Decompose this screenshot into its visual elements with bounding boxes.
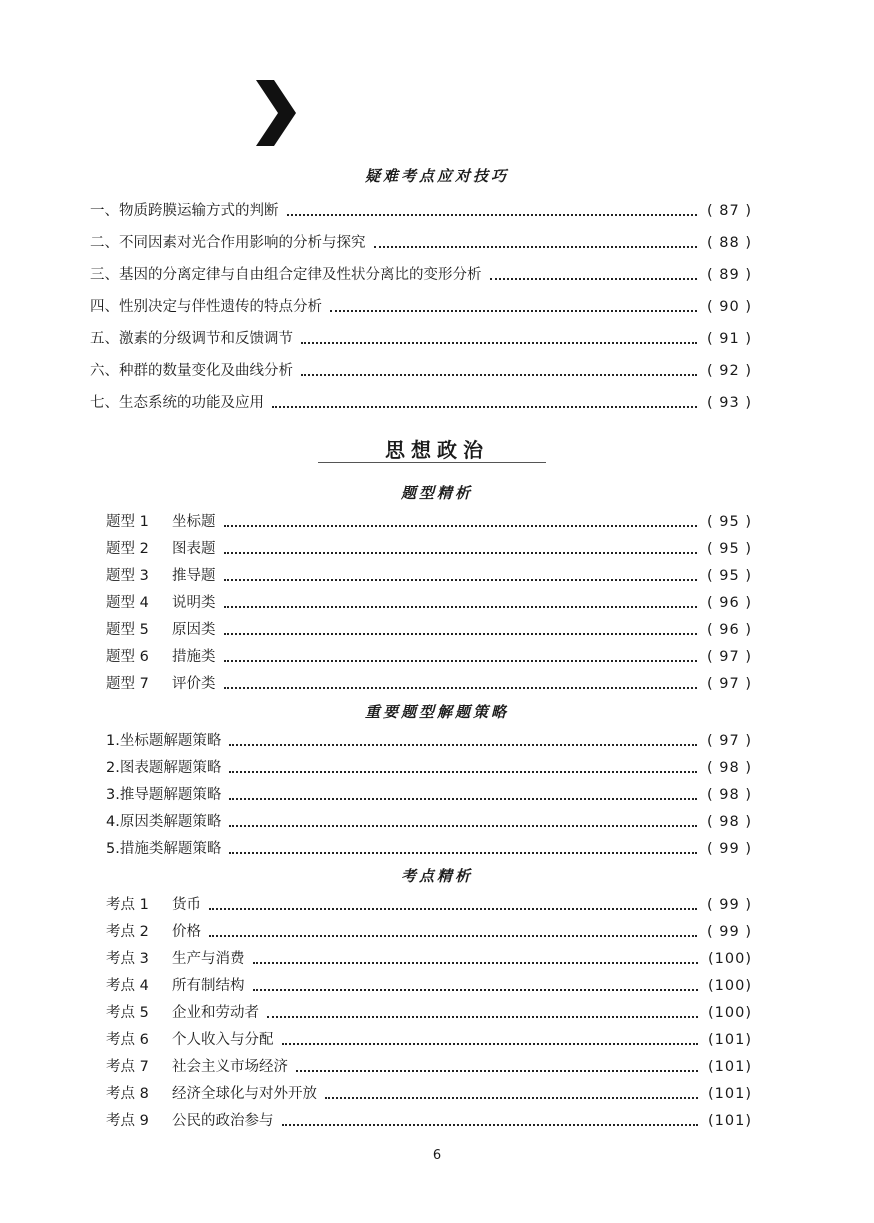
toc-entry-number: 题型 6 (106, 649, 149, 665)
toc-entry-title: 说明类 (172, 595, 216, 611)
toc-entry-page: ( 99 ) (707, 897, 752, 913)
toc-entry-number: 考点 1 (106, 897, 149, 913)
dot-leader (224, 552, 698, 554)
toc-entry-title: 二、不同因素对光合作用影响的分析与探究 (90, 235, 366, 251)
toc-entry[interactable] (106, 539, 752, 559)
toc-entry-number: 考点 6 (106, 1032, 149, 1048)
toc-entry-number: 考点 7 (106, 1059, 149, 1075)
toc-entry-page: ( 93 ) (707, 395, 752, 411)
dot-leader (229, 771, 697, 773)
toc-entry-label-group (106, 539, 216, 559)
toc-entry-page: ( 92 ) (707, 363, 752, 379)
toc-entry-title: 经济全球化与对外开放 (172, 1086, 317, 1102)
subject-underline (318, 462, 546, 463)
toc-entry[interactable] (106, 674, 752, 694)
toc-entry-number: 题型 1 (106, 514, 149, 530)
toc-entry[interactable] (106, 976, 752, 996)
toc-entry[interactable] (90, 393, 752, 413)
toc-entry[interactable] (106, 647, 752, 667)
toc-entry-page: ( 95 ) (707, 568, 752, 584)
toc-entry[interactable] (90, 201, 752, 221)
toc-entry[interactable] (106, 1084, 752, 1104)
dot-leader (224, 660, 698, 662)
toc-entry-title: 公民的政治参与 (172, 1113, 274, 1129)
section-heading-question-types: 题型精析 (400, 484, 473, 502)
toc-entry-title: 货币 (172, 897, 201, 913)
toc-entry-page: ( 96 ) (707, 595, 752, 611)
toc-entry-page: ( 95 ) (707, 514, 752, 530)
toc-entry[interactable] (106, 758, 752, 778)
section-heading-difficult-points: 疑难考点应对技巧 (364, 167, 509, 185)
toc-entry[interactable] (90, 297, 752, 317)
toc-entry-page: ( 97 ) (707, 733, 752, 749)
toc-entry-number: 考点 4 (106, 978, 149, 994)
toc-entry-title: 推导题 (172, 568, 216, 584)
chevron-right-icon (252, 80, 298, 146)
toc-entry-title: 评价类 (172, 676, 216, 692)
toc-entry[interactable] (90, 233, 752, 253)
toc-entry[interactable] (106, 839, 752, 859)
toc-entry-title: 企业和劳动者 (172, 1005, 259, 1021)
dot-leader (267, 1016, 698, 1018)
toc-entry-page: ( 98 ) (707, 760, 752, 776)
toc-entry-page: ( 98 ) (707, 814, 752, 830)
dot-leader (229, 744, 697, 746)
toc-entry-number: 考点 9 (106, 1113, 149, 1129)
dot-leader (253, 989, 699, 991)
toc-entry-label-group (106, 976, 245, 996)
dot-leader (224, 579, 698, 581)
toc-entry[interactable] (90, 361, 752, 381)
toc-entry-title: 2.图表题解题策略 (106, 760, 222, 776)
toc-entry-number: 考点 2 (106, 924, 149, 940)
toc-entry[interactable] (106, 1111, 752, 1131)
toc-entry-page: (100) (708, 978, 752, 994)
dot-leader (301, 374, 697, 376)
toc-entry-label-group (106, 512, 216, 532)
toc-entry-page: (100) (708, 1005, 752, 1021)
toc-entry-label-group (106, 1057, 288, 1077)
dot-leader (229, 798, 697, 800)
toc-entry[interactable] (90, 265, 752, 285)
toc-entry-page: ( 95 ) (707, 541, 752, 557)
dot-leader (287, 214, 698, 216)
toc-entry-page: ( 90 ) (707, 299, 752, 315)
toc-entry-title: 4.原因类解题策略 (106, 814, 222, 830)
section-heading-key-points: 考点精析 (400, 867, 473, 885)
dot-leader (325, 1097, 698, 1099)
dot-leader (224, 525, 698, 527)
toc-entry-title: 三、基因的分离定律与自由组合定律及性状分离比的变形分析 (90, 267, 482, 283)
toc-entry-page: (101) (708, 1113, 752, 1129)
toc-entry-title: 四、性别决定与伴性遗传的特点分析 (90, 299, 322, 315)
toc-entry-label-group (106, 647, 216, 667)
toc-entry-page: ( 91 ) (707, 331, 752, 347)
toc-entry[interactable] (106, 566, 752, 586)
toc-entry-title: 社会主义市场经济 (172, 1059, 288, 1075)
toc-entry-label-group (106, 674, 216, 694)
toc-entry-title: 原因类 (172, 622, 216, 638)
toc-entry-page: ( 96 ) (707, 622, 752, 638)
toc-entry-number: 题型 5 (106, 622, 149, 638)
dot-leader (301, 342, 697, 344)
toc-entry-number: 考点 5 (106, 1005, 149, 1021)
toc-entry-title: 五、激素的分级调节和反馈调节 (90, 331, 293, 347)
toc-entry-label-group (106, 949, 245, 969)
dot-leader (224, 606, 698, 608)
toc-entry-title: 3.推导题解题策略 (106, 787, 222, 803)
toc-entry[interactable] (106, 1057, 752, 1077)
toc-entry-number: 考点 3 (106, 951, 149, 967)
dot-leader (229, 825, 697, 827)
toc-entry-label-group (106, 593, 216, 613)
dot-leader (272, 406, 697, 408)
toc-entry-number: 题型 7 (106, 676, 149, 692)
dot-leader (330, 310, 697, 312)
toc-entry-number: 题型 4 (106, 595, 149, 611)
toc-entry[interactable] (106, 620, 752, 640)
toc-entry-label-group (106, 1084, 317, 1104)
dot-leader (282, 1043, 699, 1045)
toc-entry[interactable] (106, 922, 752, 942)
toc-entry-page: ( 99 ) (707, 841, 752, 857)
toc-entry-label-group (106, 620, 216, 640)
toc-entry-label-group (106, 1030, 274, 1050)
dot-leader (296, 1070, 698, 1072)
toc-entry-title: 措施类 (172, 649, 216, 665)
toc-entry-number: 考点 8 (106, 1086, 149, 1102)
toc-entry-page: ( 97 ) (707, 649, 752, 665)
toc-entry[interactable] (90, 329, 752, 349)
dot-leader (209, 935, 697, 937)
toc-entry-label-group (106, 922, 201, 942)
toc-entry-page: ( 99 ) (707, 924, 752, 940)
toc-entry-page: ( 88 ) (707, 235, 752, 251)
dot-leader (253, 962, 699, 964)
page-number: 6 (432, 1148, 442, 1163)
toc-entry-title: 所有制结构 (172, 978, 245, 994)
toc-entry-title: 图表题 (172, 541, 216, 557)
toc-entry-title: 六、种群的数量变化及曲线分析 (90, 363, 293, 379)
toc-entry-label-group (106, 1111, 274, 1131)
toc-entry-page: (101) (708, 1059, 752, 1075)
toc-entry-page: (101) (708, 1032, 752, 1048)
toc-entry-page: (101) (708, 1086, 752, 1102)
section-heading-strategies: 重要题型解题策略 (364, 703, 509, 721)
toc-entry-title: 坐标题 (172, 514, 216, 530)
toc-entry[interactable] (106, 949, 752, 969)
toc-entry-page: ( 98 ) (707, 787, 752, 803)
toc-entry[interactable] (106, 1030, 752, 1050)
toc-entry[interactable] (106, 1003, 752, 1023)
toc-entry-label-group (106, 1003, 259, 1023)
toc-entry[interactable] (106, 593, 752, 613)
toc-entry-title: 七、生态系统的功能及应用 (90, 395, 264, 411)
toc-entry-page: ( 89 ) (707, 267, 752, 283)
toc-entry[interactable] (106, 731, 752, 751)
dot-leader (224, 687, 698, 689)
toc-entry-number: 题型 2 (106, 541, 149, 557)
toc-entry[interactable] (106, 785, 752, 805)
dot-leader (490, 278, 698, 280)
toc-entry-page: ( 97 ) (707, 676, 752, 692)
toc-entry-page: (100) (708, 951, 752, 967)
toc-entry-title: 1.坐标题解题策略 (106, 733, 222, 749)
toc-entry[interactable] (106, 512, 752, 532)
toc-entry-number: 题型 3 (106, 568, 149, 584)
toc-entry[interactable] (106, 812, 752, 832)
toc-entry-title: 生产与消费 (172, 951, 245, 967)
toc-entry-label-group (106, 895, 201, 915)
toc-entry-page: ( 87 ) (707, 203, 752, 219)
dot-leader (224, 633, 698, 635)
toc-entry-title: 5.措施类解题策略 (106, 841, 222, 857)
toc-entry-title: 个人收入与分配 (172, 1032, 274, 1048)
toc-entry-title: 一、物质跨膜运输方式的判断 (90, 203, 279, 219)
dot-leader (374, 246, 698, 248)
dot-leader (209, 908, 697, 910)
toc-entry-title: 价格 (172, 924, 201, 940)
dot-leader (229, 852, 697, 854)
toc-entry[interactable] (106, 895, 752, 915)
toc-entry-label-group (106, 566, 216, 586)
dot-leader (282, 1124, 699, 1126)
subject-title: 思想政治 (385, 438, 489, 462)
